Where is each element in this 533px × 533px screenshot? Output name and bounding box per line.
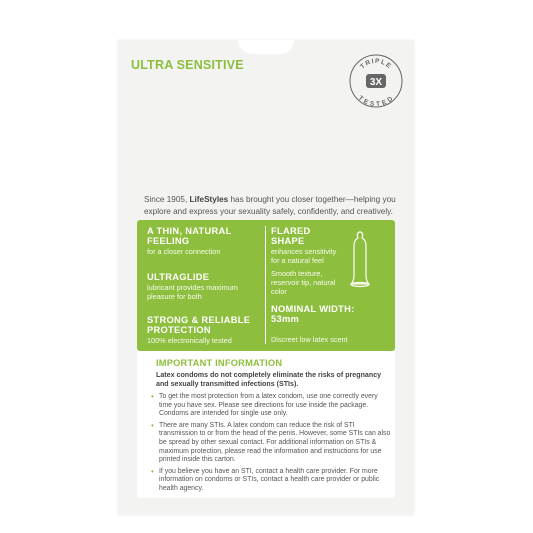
feature-scent — [271, 334, 395, 344]
hang-hole — [238, 40, 294, 54]
info-title: IMPORTANT INFORMATION — [156, 358, 283, 368]
feature-text: Discreet low latex scent — [271, 335, 348, 344]
product-card — [118, 40, 414, 515]
list-item: • If you believe you have an STI, contact a health care provider. For more information on condoms or STIs, contact a health care provider or public health agency. — [151, 466, 380, 492]
triple-tested-seal-icon — [348, 53, 404, 109]
list-item: • To get the most protection from a latex condom, use one correctly every time you have sex. Please see directions for use inside the package. Condoms are intended for single use only. — [151, 392, 378, 418]
feature-text: enhances sensitivity for a natural feel — [271, 247, 337, 265]
feature-heading: FLARED SHAPE — [271, 226, 311, 246]
seal-top-word: TRIPLE — [359, 57, 393, 71]
feature-heading: A THIN, NATURAL FEELING — [147, 226, 232, 246]
feature-flared — [271, 226, 341, 296]
important-info-panel — [137, 351, 395, 498]
feature-heading: NOMINAL WIDTH: — [271, 304, 355, 314]
bullet-dot-icon: • — [151, 420, 154, 430]
product-title: ULTRA SENSITIVE — [131, 58, 244, 72]
info-warning: Latex condoms do not completely eliminate the risks of pregnancy and sexually transmitted infections (STIs). — [156, 371, 382, 388]
brand-name: LifeStyles — [189, 195, 229, 204]
feature-thin — [147, 226, 262, 256]
features-panel — [137, 220, 395, 351]
feature-heading: ULTRAGLIDE — [147, 272, 210, 282]
feature-text: Smooth texture, reservoir tip, natural color — [271, 269, 336, 296]
svg-text:TRIPLE — [359, 58, 393, 71]
feature-width — [271, 304, 389, 324]
seal-bottom-word: TESTED — [356, 94, 396, 109]
seal-center-text: 3X — [369, 77, 383, 88]
feature-ultraglide — [147, 272, 262, 301]
list-item: • There are many STIs. A latex condom can reduce the risk of STI transmission to or from the head of the penis. However, some STIs can also be spread by other sexual contact. For additional information on STIs & maximum protection, please read the information and instructions for use printed inside this carton. — [151, 420, 391, 464]
feature-text: lubricant provides maximum pleasure for both — [147, 283, 238, 301]
bullet-dot-icon: • — [151, 392, 154, 401]
feature-heading: 53mm — [271, 314, 300, 324]
bullet-dot-icon: • — [151, 466, 154, 476]
features-divider — [265, 226, 266, 344]
info-bullets — [151, 393, 391, 497]
feature-text: 100% electronically tested — [147, 336, 232, 345]
feature-heading: STRONG & RELIABLE PROTECTION — [147, 315, 251, 335]
feature-text: for a closer connection — [147, 247, 221, 256]
condom-shape-icon — [349, 230, 371, 288]
feature-protection — [147, 315, 262, 345]
svg-text:TESTED — [357, 95, 396, 108]
intro-paragraph: Since 1905, LifeStyles has brought you closer together—helping you explore and express your sexuality safely, confidently, and creatively. — [144, 195, 396, 216]
